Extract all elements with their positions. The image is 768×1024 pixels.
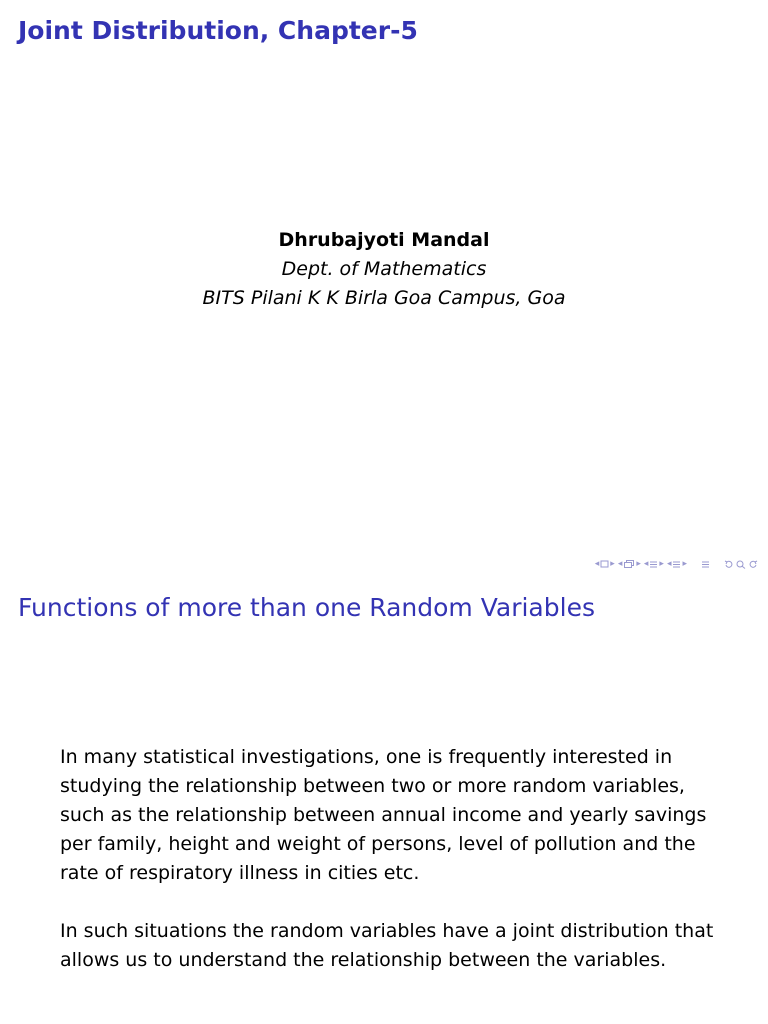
nav-right-arrow-icon[interactable]: ▸ [659, 559, 664, 569]
slide-body [60, 743, 720, 1004]
slide-title: Joint Distribution, Chapter-5 [18, 16, 418, 45]
search-icon[interactable] [736, 560, 746, 569]
frame-icon[interactable] [600, 560, 609, 568]
paragraph: In such situations the random variables have a joint distribution that allows us to understand the relationship between the variables. [60, 920, 714, 971]
paragraph: In many statistical investigations, one is frequently interested in studying the relationship between two or more random variables, such as the relationship between annual income and yearly savings per family, height and weight of persons, level of pollution and the rate of respiratory illness in cities etc. [60, 746, 707, 884]
department: Dept. of Mathematics [281, 258, 487, 280]
institution: BITS Pilani K K Birla Goa Campus, Goa [202, 287, 566, 309]
nav-left-arrow-icon[interactable]: ◂ [594, 559, 600, 569]
content-slide [0, 577, 768, 1024]
stacked-frames-icon[interactable] [623, 560, 635, 569]
nav-section-group[interactable] [644, 559, 664, 569]
nav-frame-group[interactable] [595, 559, 615, 569]
nav-subsection-lines-group[interactable] [667, 559, 687, 569]
redo-icon[interactable] [749, 560, 758, 569]
nav-right-arrow-icon[interactable]: ▸ [636, 559, 641, 569]
nav-left-arrow-icon[interactable]: ◂ [617, 559, 623, 569]
subsection-lines-icon[interactable] [672, 560, 681, 569]
section-lines-icon[interactable] [649, 560, 658, 569]
nav-left-arrow-icon[interactable]: ◂ [643, 559, 649, 569]
nav-left-arrow-icon[interactable]: ◂ [666, 559, 672, 569]
nav-right-arrow-icon[interactable]: ▸ [610, 559, 615, 569]
document-lines-icon[interactable] [701, 560, 710, 569]
nav-right-arrow-icon[interactable]: ▸ [682, 559, 687, 569]
author-name: Dhrubajyoti Mandal [278, 229, 490, 251]
beamer-navigation-bar [595, 555, 758, 573]
title-block [0, 226, 768, 313]
nav-subsection-group[interactable] [618, 559, 641, 569]
undo-icon[interactable] [724, 560, 733, 569]
slide-title: Functions of more than one Random Variables [18, 593, 595, 622]
